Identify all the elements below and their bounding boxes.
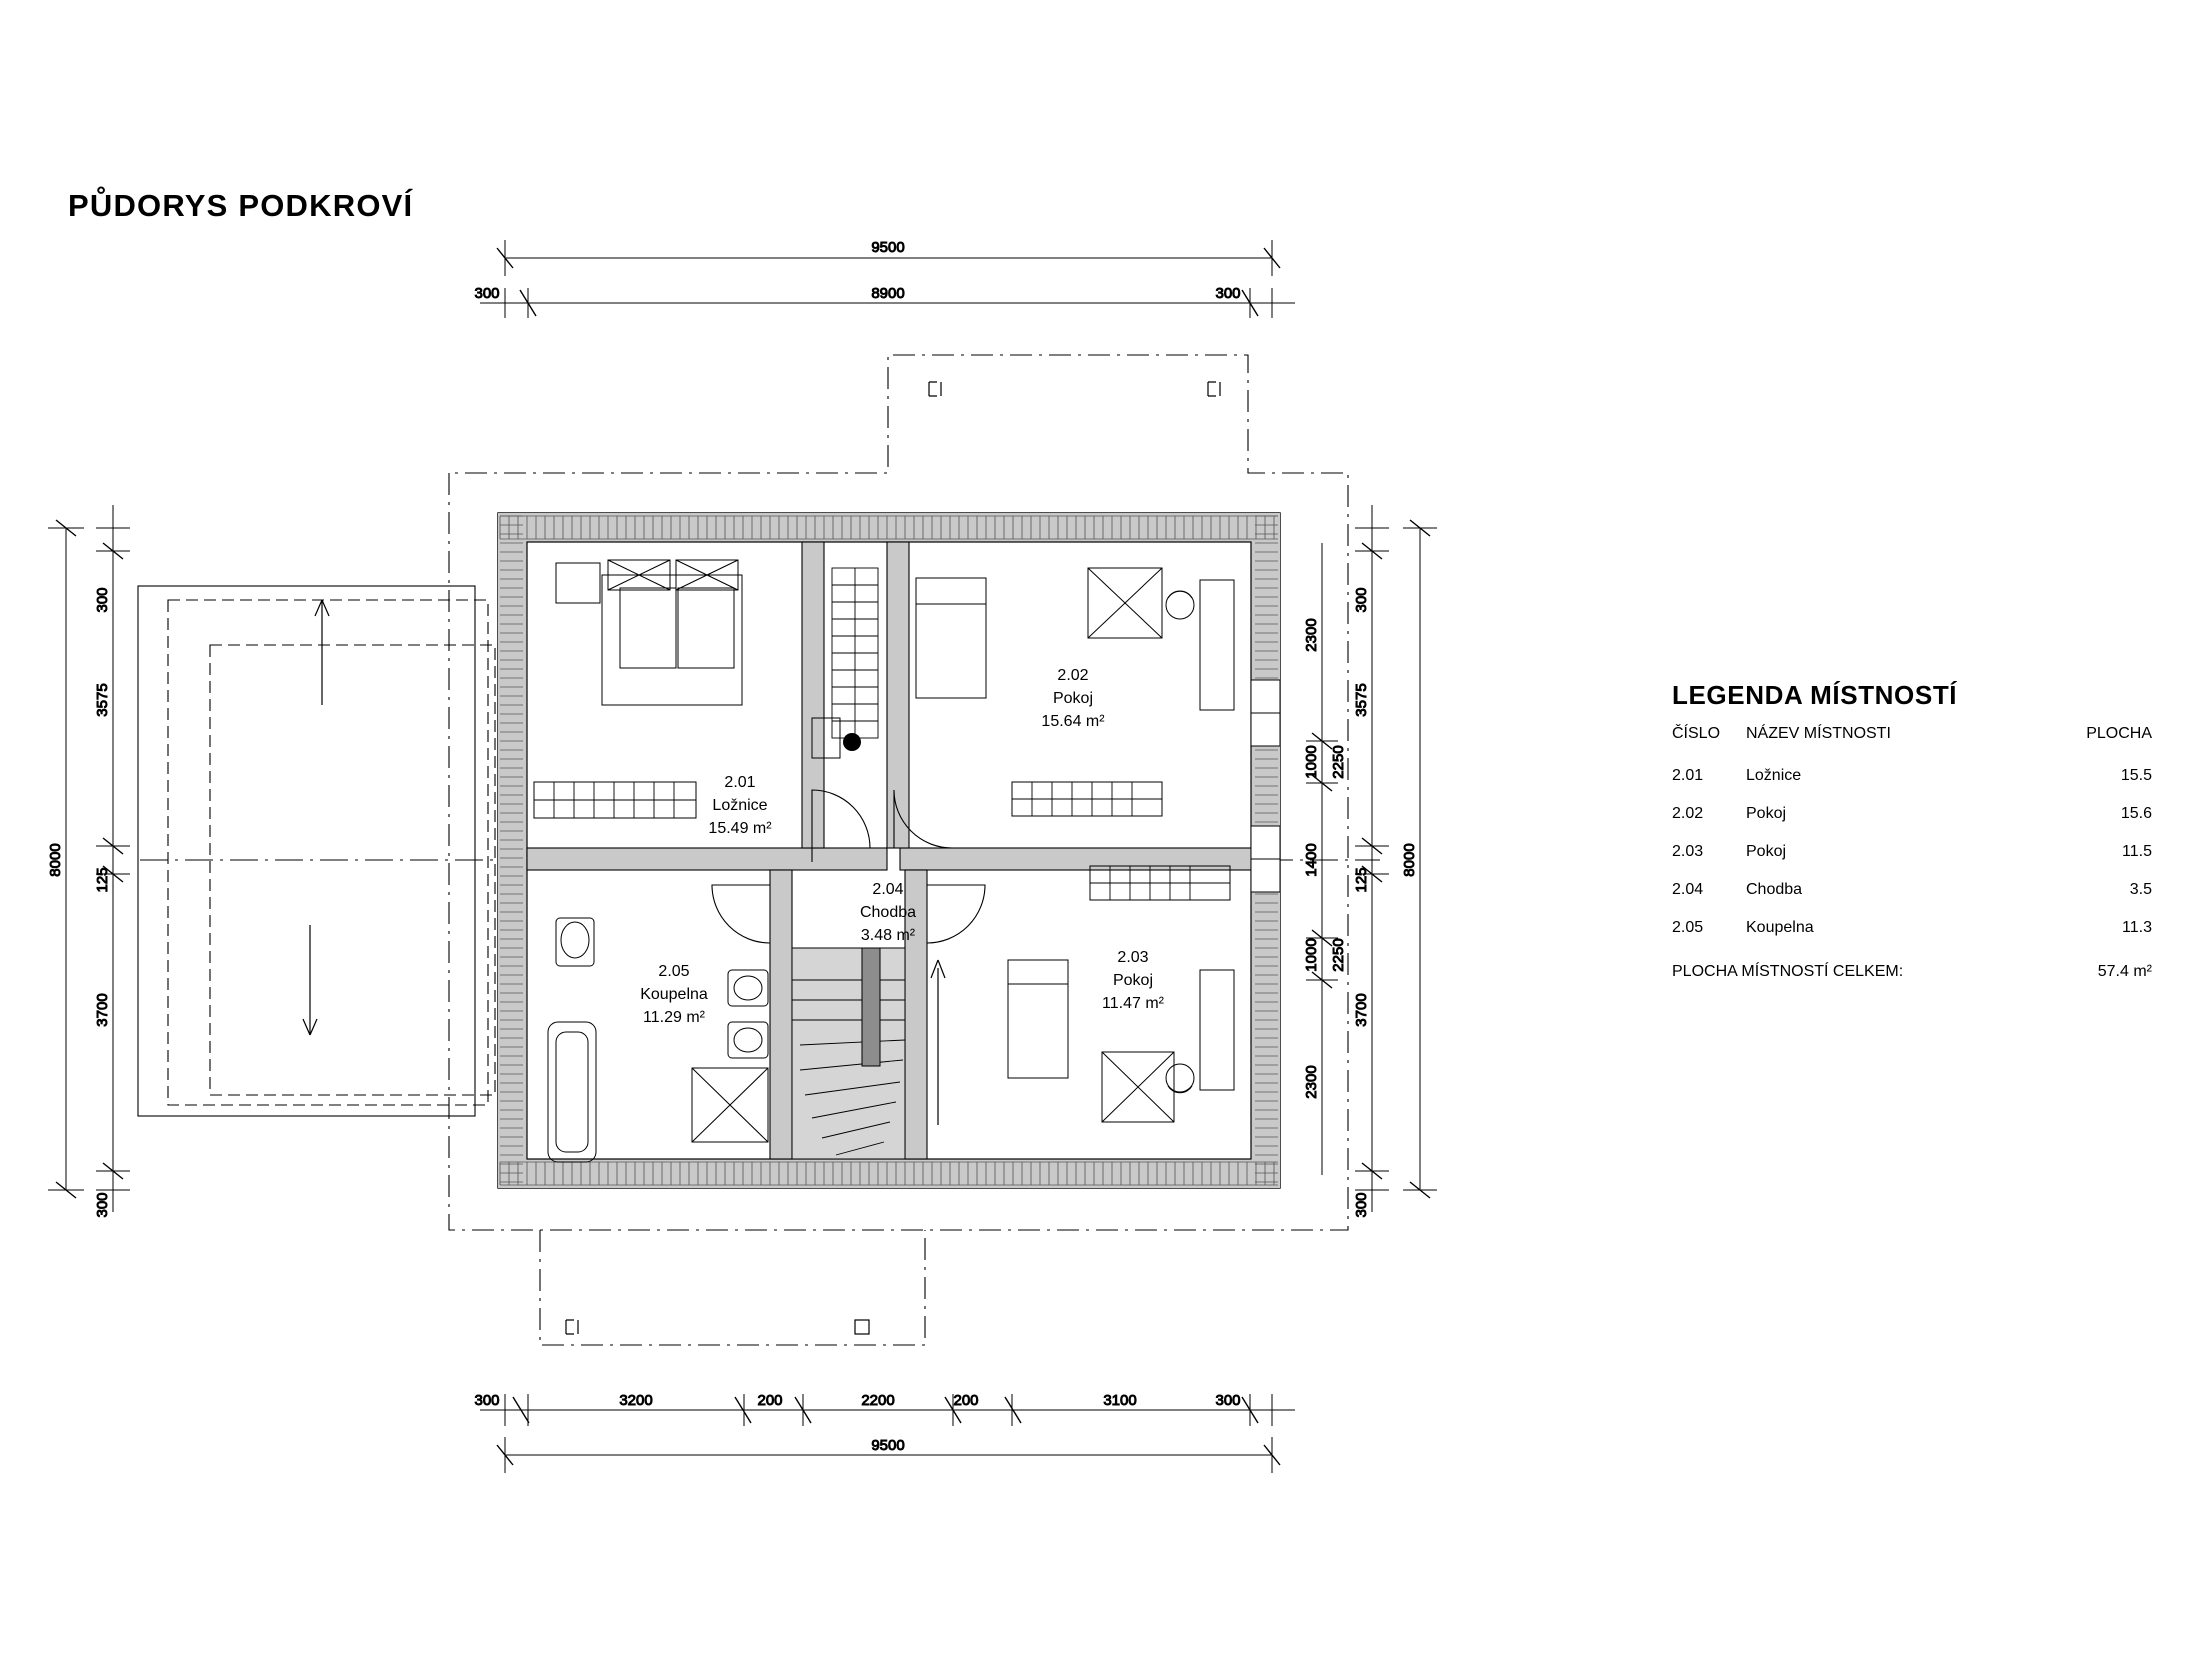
dim-label-bottom-200a: 200 [757, 1392, 783, 1409]
room-2-04-area: 3.48 m² [860, 927, 916, 944]
dim-label-right-2300b: 2300 [1303, 1065, 1320, 1099]
room-2-04-number: 2.04 [872, 881, 904, 898]
dim-label-bottom-outer: 9500 [871, 1437, 905, 1454]
dim-label-right-1400: 1400 [1303, 843, 1320, 877]
dim-label-bottom-3200: 3200 [619, 1392, 653, 1409]
dim-label-right-1000b: 1000 [1303, 938, 1320, 972]
room-2-02-number: 2.02 [1057, 667, 1089, 684]
table-row [1672, 757, 2152, 795]
room-2-05-name: Koupelna [640, 986, 708, 1003]
table-row [1672, 909, 2152, 947]
dim-label-bottom-300a: 300 [474, 1392, 500, 1409]
dim-label-right-125: 125 [1353, 867, 1370, 893]
dim-label-left-300a: 300 [94, 587, 111, 613]
room-2-02-name: Pokoj [1052, 690, 1094, 707]
room-2-03-area: 11.47 m² [1102, 995, 1164, 1012]
room-2-01-name: Ložnice [712, 797, 768, 814]
dim-label-left-3575: 3575 [94, 683, 111, 717]
legend-row-area: 3.5 [2129, 881, 2152, 898]
dim-label-right-300a: 300 [1353, 587, 1370, 613]
dim-label-right-3700: 3700 [1353, 993, 1370, 1027]
legend-row-number: 2.05 [1672, 919, 1704, 936]
room-legend [1672, 680, 2152, 991]
legend-title: LEGENDA MÍSTNOSTÍ [1672, 680, 1958, 710]
dim-label-right-300b: 300 [1353, 1192, 1370, 1218]
room-2-03-name: Pokoj [1112, 972, 1154, 989]
dim-label-right-2250b: 2250 [1330, 938, 1347, 972]
legend-row-area: 15.5 [2120, 767, 2152, 784]
legend-row-area: 15.6 [2120, 805, 2152, 822]
terrace-outline [138, 586, 495, 1116]
legend-row-number: 2.04 [1672, 881, 1704, 898]
legend-row-number: 2.01 [1672, 767, 1704, 784]
dim-label-top-outer: 9500 [871, 239, 905, 256]
legend-header-name: NÁZEV MÍSTNOSTI [1746, 725, 1891, 742]
dim-label-right-outer: 8000 [1401, 843, 1418, 877]
room-2-03-number: 2.03 [1117, 949, 1149, 966]
dim-label-left-125: 125 [94, 867, 111, 893]
dim-label-right-2300a: 2300 [1303, 618, 1320, 652]
legend-row-name: Pokoj [1746, 843, 1787, 860]
legend-header-area: PLOCHA [2086, 725, 2152, 742]
legend-row-name: Ložnice [1746, 767, 1802, 784]
legend-header-number: ČÍSLO [1672, 725, 1721, 742]
dim-label-left-3700: 3700 [94, 993, 111, 1027]
dim-label-bottom-300b: 300 [1215, 1392, 1241, 1409]
legend-row-name: Pokoj [1746, 805, 1787, 822]
room-2-05-number: 2.05 [658, 963, 690, 980]
dim-label-bottom-3100: 3100 [1103, 1392, 1137, 1409]
page-title: PŮDORYS PODKROVÍ [68, 188, 414, 223]
dim-label-right-3575: 3575 [1353, 683, 1370, 717]
room-2-01-number: 2.01 [724, 774, 756, 791]
legend-table [1672, 725, 2152, 991]
legend-total-value: 57.4 m² [2097, 963, 2152, 980]
dim-label-bottom-200b: 200 [953, 1392, 979, 1409]
legend-row-number: 2.02 [1672, 805, 1704, 822]
room-2-05-area: 11.29 m² [643, 1009, 705, 1026]
table-row [1672, 871, 2152, 909]
table-row [1672, 795, 2152, 833]
legend-total-label: PLOCHA MÍSTNOSTÍ CELKEM: [1672, 963, 1904, 980]
dim-label-left-outer: 8000 [47, 843, 64, 877]
room-2-02-area: 15.64 m² [1041, 713, 1105, 730]
dim-label-top-8900: 8900 [871, 285, 905, 302]
legend-row-area: 11.3 [2122, 919, 2152, 936]
legend-header-row [1672, 725, 2152, 757]
dim-label-left-300b: 300 [94, 1192, 111, 1218]
dim-label-bottom-2200: 2200 [861, 1392, 895, 1409]
table-row [1672, 833, 2152, 871]
room-2-04-name: Chodba [859, 904, 917, 921]
legend-row-area: 11.5 [2122, 843, 2152, 860]
dim-label-right-2250a: 2250 [1330, 745, 1347, 779]
dim-label-top-right-300: 300 [1215, 285, 1241, 302]
dim-label-top-left-300: 300 [474, 285, 500, 302]
room-2-01-area: 15.49 m² [708, 820, 772, 837]
legend-row-number: 2.03 [1672, 843, 1704, 860]
legend-total-row [1672, 947, 2152, 991]
legend-row-name: Koupelna [1746, 919, 1814, 936]
legend-row-name: Chodba [1746, 881, 1803, 898]
dim-label-right-1000a: 1000 [1303, 745, 1320, 779]
